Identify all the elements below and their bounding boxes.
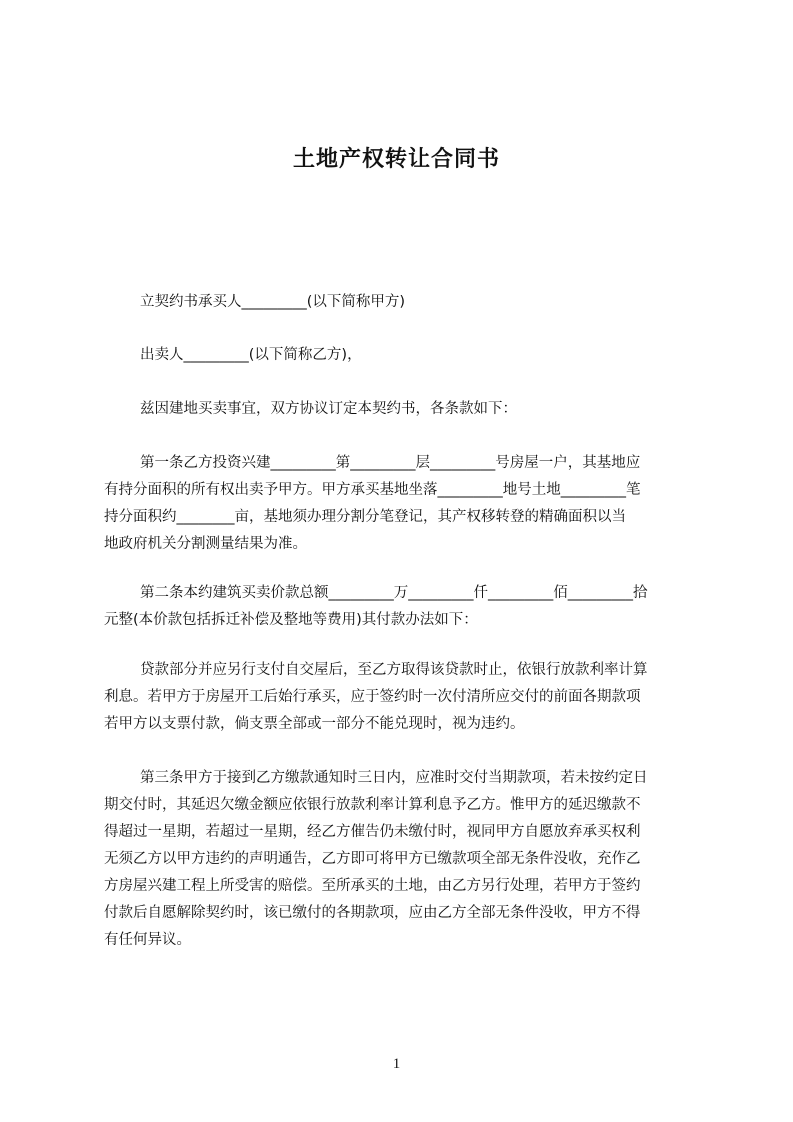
article-2-line: 元整(本价款包括拆迁补偿及整地等费用)其付款办法如下： xyxy=(104,612,478,628)
article-3-line: 无须乙方以甲方违约的声明通告，乙方即可将甲方已缴款项全部无条件没收，充作乙 xyxy=(104,851,641,867)
article-3-line: 得超过一星期，若超过一星期，经乙方催告仍未缴付时，视同甲方自愿放弃承买权利 xyxy=(104,824,641,840)
article-1-line: 地政府机关分割测量结果为准。 xyxy=(104,536,307,552)
article-3 xyxy=(104,765,704,954)
article-3-line: 付款后自愿解除契约时，该已缴付的各期款项，应由乙方全部无条件没收，甲方不得 xyxy=(104,905,641,921)
article-3-line: 期交付时，其延迟欠缴金额应依银行放款利率计算利息予乙方。惟甲方的延迟缴款不 xyxy=(104,797,641,813)
loan-line: 利息。若甲方于房屋开工后始行承买，应于签约时一次付清所应交付的前面各期款项 xyxy=(104,689,641,705)
article-3-line: 有任何异议。 xyxy=(104,932,191,948)
article-1-line: 持分面积约________亩，基地须办理分割分笔登记，其产权移转登的精确面积以当 xyxy=(104,509,626,525)
loan-line: 若甲方以支票付款，倘支票全部或一部分不能兑现时，视为违约。 xyxy=(104,716,525,732)
article-3-line: 第三条甲方于接到乙方缴款通知时三日内，应准时交付当期款项，若未按约定日 xyxy=(140,770,648,786)
article-3-line: 方房屋兴建工程上所受害的赔偿。至所承买的土地，由乙方另行处理，若甲方于签约 xyxy=(104,878,641,894)
loan-line: 贷款部分并应另行支付自交屋后，至乙方取得该贷款时止，依银行放款利率计算 xyxy=(140,662,648,678)
article-2 xyxy=(104,580,704,634)
article-1 xyxy=(104,450,704,558)
article-1-line: 第一条乙方投资兴建_________第_________层_________号房屋一户，其基地应 xyxy=(140,455,641,471)
loan-paragraph xyxy=(104,657,704,738)
article-1-line: 有持分面积的所有权出卖予甲方。甲方承买基地坐落_________地号土地_________笔 xyxy=(104,482,641,498)
preamble-clause: 兹因建地买卖事宜，双方协议订定本契约书，各条款如下： xyxy=(140,401,517,417)
document-title: 土地产权转让合同书 xyxy=(292,147,500,172)
seller-clause: 出卖人_________(以下简称乙方)， xyxy=(140,347,362,363)
article-2-line: 第二条本约建筑买卖价款总额_________万_________仟_________佰_________拾 xyxy=(140,585,648,601)
buyer-clause: 立契约书承买人_________(以下简称甲方) xyxy=(140,294,406,310)
page-number: 1 xyxy=(392,1056,401,1072)
